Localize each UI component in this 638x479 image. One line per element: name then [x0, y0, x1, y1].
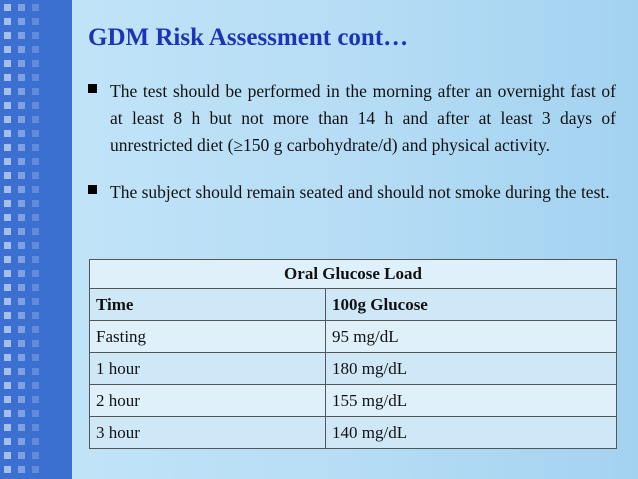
square-bullet-icon	[88, 185, 97, 194]
decorative-square	[32, 466, 39, 473]
decorative-square	[18, 466, 25, 473]
decorative-square	[18, 102, 25, 109]
decorative-square	[18, 214, 25, 221]
decorative-square	[18, 396, 25, 403]
decorative-square	[18, 340, 25, 347]
decorative-square	[18, 452, 25, 459]
decorative-square	[4, 410, 11, 417]
decorative-square	[18, 130, 25, 137]
time-cell: Fasting	[90, 321, 326, 353]
decorative-square	[4, 452, 11, 459]
decorative-square	[18, 424, 25, 431]
decorative-square	[32, 396, 39, 403]
decorative-square	[32, 228, 39, 235]
decorative-square	[32, 242, 39, 249]
table-title: Oral Glucose Load	[90, 260, 617, 289]
decorative-square	[32, 214, 39, 221]
decorative-square	[18, 18, 25, 25]
decorative-square	[32, 256, 39, 263]
table-row	[90, 385, 617, 417]
decorative-square	[18, 242, 25, 249]
square-bullet-icon	[88, 84, 97, 93]
decorative-square	[4, 172, 11, 179]
decorative-square	[4, 200, 11, 207]
decorative-square	[4, 284, 11, 291]
bullet-text: The test should be performed in the morning after an overnight fast of at least 8 h but not more than 14 h and after at least 3 days of unrestricted diet (≥150 g carbohydrate/d) and physical activity.	[110, 81, 616, 155]
decorative-square	[32, 312, 39, 319]
decorative-square	[4, 102, 11, 109]
decorative-square	[32, 60, 39, 67]
decorative-square	[32, 32, 39, 39]
decorative-square	[18, 256, 25, 263]
decorative-square	[4, 32, 11, 39]
decorative-square	[32, 88, 39, 95]
decorative-square	[18, 4, 25, 11]
decorative-square	[18, 74, 25, 81]
time-cell: 1 hour	[90, 353, 326, 385]
decorative-square	[4, 298, 11, 305]
decorative-square	[32, 18, 39, 25]
time-cell: 3 hour	[90, 417, 326, 449]
table-row	[90, 353, 617, 385]
decorative-square	[4, 242, 11, 249]
decorative-square	[32, 410, 39, 417]
decorative-squares-column	[32, 4, 40, 479]
decorative-square	[18, 32, 25, 39]
decorative-square	[18, 284, 25, 291]
decorative-square	[4, 340, 11, 347]
decorative-square	[32, 340, 39, 347]
decorative-square	[32, 382, 39, 389]
decorative-square	[32, 270, 39, 277]
decorative-square	[18, 410, 25, 417]
decorative-square	[32, 186, 39, 193]
decorative-square	[32, 298, 39, 305]
value-cell: 95 mg/dL	[326, 321, 617, 353]
decorative-square	[4, 60, 11, 67]
bullet-item	[86, 179, 616, 206]
decorative-square	[18, 158, 25, 165]
decorative-square	[4, 396, 11, 403]
decorative-square	[32, 354, 39, 361]
decorative-squares-column	[4, 4, 12, 479]
table-row	[90, 321, 617, 353]
decorative-square	[4, 74, 11, 81]
decorative-square	[32, 74, 39, 81]
decorative-square	[4, 382, 11, 389]
value-cell: 180 mg/dL	[326, 353, 617, 385]
bullet-item	[86, 78, 616, 159]
bullet-list	[86, 78, 616, 226]
decorative-square	[32, 102, 39, 109]
decorative-square	[18, 88, 25, 95]
column-header-glucose: 100g Glucose	[326, 289, 617, 321]
decorative-square	[32, 130, 39, 137]
decorative-square	[18, 116, 25, 123]
decorative-square	[4, 158, 11, 165]
decorative-square	[32, 424, 39, 431]
table-title-row	[90, 260, 617, 289]
decorative-square	[18, 186, 25, 193]
value-cell: 155 mg/dL	[326, 385, 617, 417]
oral-glucose-load-table	[89, 259, 617, 449]
decorative-square	[32, 368, 39, 375]
decorative-square	[32, 144, 39, 151]
decorative-square	[4, 186, 11, 193]
decorative-square	[4, 18, 11, 25]
decorative-square	[18, 354, 25, 361]
left-decorative-band	[0, 0, 72, 479]
table-row	[90, 417, 617, 449]
decorative-square	[4, 326, 11, 333]
decorative-square	[4, 144, 11, 151]
decorative-square	[18, 438, 25, 445]
decorative-square	[32, 4, 39, 11]
decorative-square	[4, 214, 11, 221]
column-header-time: Time	[90, 289, 326, 321]
decorative-square	[18, 228, 25, 235]
decorative-square	[32, 200, 39, 207]
table-header-row	[90, 289, 617, 321]
decorative-square	[4, 368, 11, 375]
decorative-square	[32, 452, 39, 459]
decorative-square	[18, 144, 25, 151]
decorative-square	[18, 60, 25, 67]
decorative-square	[32, 284, 39, 291]
decorative-square	[32, 158, 39, 165]
decorative-square	[4, 46, 11, 53]
decorative-square	[4, 270, 11, 277]
decorative-square	[18, 368, 25, 375]
decorative-square	[4, 466, 11, 473]
bullet-text: The subject should remain seated and should not smoke during the test.	[110, 182, 610, 202]
decorative-square	[18, 298, 25, 305]
decorative-square	[4, 438, 11, 445]
value-cell: 140 mg/dL	[326, 417, 617, 449]
decorative-squares-column	[18, 4, 26, 479]
decorative-square	[4, 256, 11, 263]
decorative-square	[18, 382, 25, 389]
decorative-square	[32, 172, 39, 179]
decorative-square	[32, 326, 39, 333]
time-cell: 2 hour	[90, 385, 326, 417]
decorative-square	[4, 116, 11, 123]
decorative-square	[4, 4, 11, 11]
decorative-square	[4, 424, 11, 431]
decorative-square	[18, 46, 25, 53]
decorative-square	[32, 438, 39, 445]
decorative-square	[32, 116, 39, 123]
decorative-square	[18, 312, 25, 319]
decorative-square	[4, 354, 11, 361]
decorative-square	[18, 200, 25, 207]
decorative-square	[32, 46, 39, 53]
slide-title: GDM Risk Assessment cont…	[88, 24, 409, 51]
decorative-square	[4, 228, 11, 235]
decorative-square	[18, 172, 25, 179]
decorative-square	[18, 270, 25, 277]
decorative-square	[4, 88, 11, 95]
decorative-square	[18, 326, 25, 333]
decorative-square	[4, 130, 11, 137]
decorative-square	[4, 312, 11, 319]
